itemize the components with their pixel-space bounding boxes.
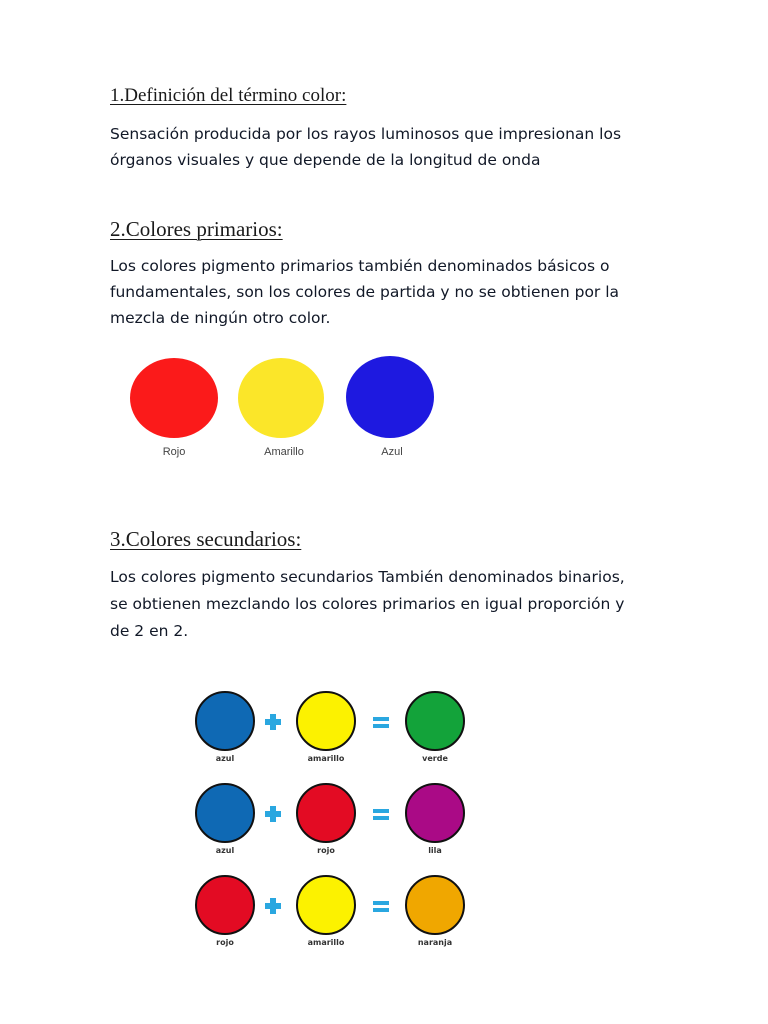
section2-text-line: Los colores pigmento primarios también denominados básicos o (110, 257, 610, 275)
mix1-color-a-label: azul (215, 754, 235, 763)
section2-text (110, 253, 670, 331)
mix3-result-circle (405, 875, 465, 935)
mix3-result-label: naranja (417, 938, 453, 947)
mix3-color-b-circle (296, 875, 356, 935)
mix2-result-label: lila (428, 846, 442, 855)
plus-icon (265, 714, 281, 730)
mix1-result-circle (405, 691, 465, 751)
section1-text-line: órganos visuales y que depende de la longitud de onda (110, 151, 541, 169)
mix3-color-b-label: amarillo (307, 938, 345, 947)
section3-text-line: Los colores pigmento secundarios También denominados binarios, (110, 568, 625, 586)
section3-title: 3.Colores secundarios: (110, 527, 302, 551)
mix3-color-a-label: rojo (216, 938, 234, 947)
primary-circle-red (130, 358, 218, 438)
section1-text (110, 121, 670, 173)
mix2-color-b-circle (296, 783, 356, 843)
plus-icon (265, 806, 281, 822)
section3-text-line: se obtienen mezclando los colores primarios en igual proporción y (110, 595, 625, 613)
section1-text-line: Sensación producida por los rayos luminosos que impresionan los (110, 125, 622, 143)
primary-label-blue: Azul (381, 446, 403, 458)
primary-label-red: Rojo (162, 446, 186, 458)
primary-circle-yellow (238, 358, 324, 438)
primary-circle-blue (346, 356, 434, 438)
mix2-color-b-label: rojo (317, 846, 335, 855)
section2-text-line: fundamentales, son los colores de partida y no se obtienen por la (110, 283, 620, 301)
mix1-color-a-circle (195, 691, 255, 751)
section2-title: 2.Colores primarios: (110, 217, 283, 241)
primary-label-yellow: Amarillo (264, 446, 304, 458)
mix1-color-b-circle (296, 691, 356, 751)
equals-icon (373, 807, 389, 821)
mix1-result-label: verde (422, 754, 448, 763)
mix1-color-b-label: amarillo (307, 754, 345, 763)
mix2-color-a-circle (195, 783, 255, 843)
mix2-color-a-label: azul (215, 846, 235, 855)
section3-text (110, 564, 670, 645)
equals-icon (373, 899, 389, 913)
mix2-result-circle (405, 783, 465, 843)
equals-icon (373, 715, 389, 729)
section3-text-line: de 2 en 2. (110, 622, 189, 640)
section1-title: 1.Definición del término color: (110, 85, 347, 106)
mix3-color-a-circle (195, 875, 255, 935)
section2-text-line: mezcla de ningún otro color. (110, 309, 331, 327)
plus-icon (265, 898, 281, 914)
